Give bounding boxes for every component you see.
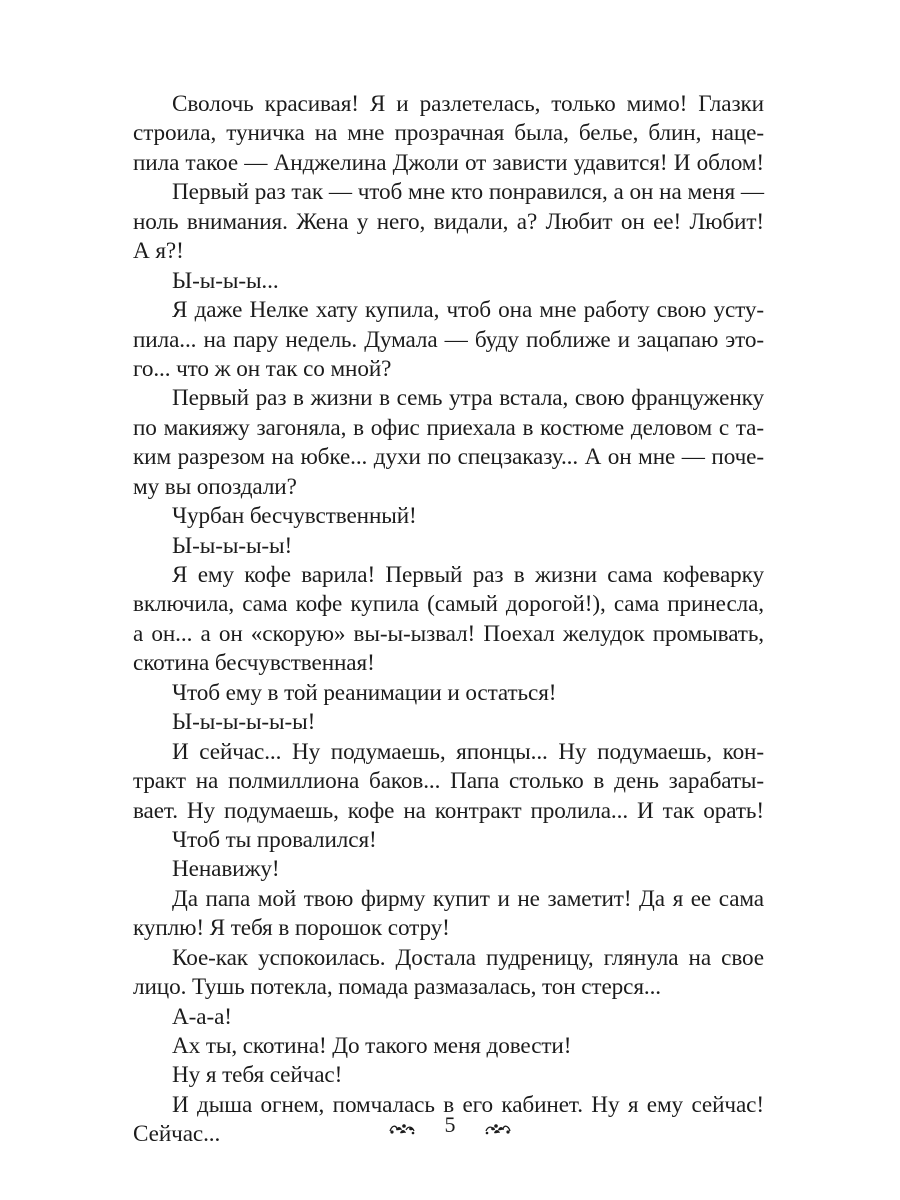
text-line: А-а-а!: [172, 1003, 232, 1030]
text-line: Я даже Нелке хату купила, чтоб она мне работу свою усту-: [172, 297, 764, 324]
text-line: Ну я тебя сейчас!: [172, 1062, 343, 1089]
text-line: скотина бесчувственная!: [133, 650, 375, 677]
text-line: по макияжу загоняла, в офис приехала в костюме деловом с та-: [133, 414, 764, 441]
text-line: Чтоб ты провалился!: [172, 826, 377, 853]
text-line: пила такое — Анджелина Джоли от зависти удавится! И облом!: [133, 149, 764, 176]
text-line: Сейчас...: [133, 1121, 221, 1148]
text-line: И сейчас... Ну подумаешь, японцы... Ну подумаешь, кон-: [172, 738, 764, 765]
text-line: Чурбан бесчувственный!: [172, 503, 417, 530]
text-line: Первый раз так — чтоб мне кто понравился, а он на меня —: [172, 179, 764, 206]
text-line: включила, сама кофе купила (самый дорогой!), сама принесла,: [133, 591, 764, 618]
page-number: 5: [444, 1112, 456, 1137]
text-line: тракт на полмиллиона баков... Папа столько в день зарабаты-: [133, 768, 764, 795]
text-line: а он... а он «скорую» вы-ы-ызвал! Поехал желудок промывать,: [133, 620, 764, 647]
text-line: го... что ж он так со мной?: [133, 355, 392, 382]
text-line: пила... на пару недель. Думала — буду поближе и зацапаю это-: [133, 326, 764, 353]
text-line: куплю! Я тебя в порошок сотру!: [133, 915, 450, 942]
text-line: Ы-ы-ы-ы-ы!: [172, 532, 293, 559]
text-line: вает. Ну подумаешь, кофе на контракт пролила... И так орать!: [133, 797, 764, 824]
text-line: Да папа мой твою фирму купит и не заметит! Да я ее сама: [172, 885, 764, 912]
text-line: Сволочь красивая! Я и разлетелась, только мимо! Глазки: [172, 91, 764, 117]
text-line: Чтоб ему в той реанимации и остаться!: [172, 679, 557, 706]
page-body-text: [133, 90, 764, 1150]
floral-ornament-right-icon: [484, 1117, 512, 1133]
page-footer: [0, 1108, 900, 1142]
text-line: ноль внимания. Жена у него, видали, а? Любит он ее! Любит!: [133, 208, 764, 235]
text-line: И дыша огнем, помчалась в его кабинет. Ну я ему сейчас!: [172, 1091, 764, 1118]
text-line: Ы-ы-ы-ы...: [172, 267, 279, 294]
text-line: Первый раз в жизни в семь утра встала, свою француженку: [172, 385, 764, 412]
floral-ornament-left-icon: [388, 1117, 416, 1133]
text-line: А я?!: [133, 238, 184, 265]
text-line: Ах ты, скотина! До такого меня довести!: [172, 1033, 572, 1059]
text-line: лицо. Тушь потекла, помада размазалась, тон стерся...: [133, 974, 661, 1001]
text-line: ким разрезом на юбке... духи по спецзаказу... А он мне — поче-: [133, 444, 764, 471]
text-line: Я ему кофе варила! Первый раз в жизни сама кофеварку: [172, 562, 764, 588]
text-line: Ы-ы-ы-ы-ы-ы!: [172, 709, 316, 736]
text-line: му вы опоздали?: [133, 473, 297, 500]
text-line: Кое-как успокоилась. Достала пудреницу, глянула на свое: [172, 944, 764, 971]
text-line: строила, туничка на мне прозрачная была, белье, блин, наце-: [133, 120, 764, 147]
text-line: Ненавижу!: [172, 856, 280, 883]
